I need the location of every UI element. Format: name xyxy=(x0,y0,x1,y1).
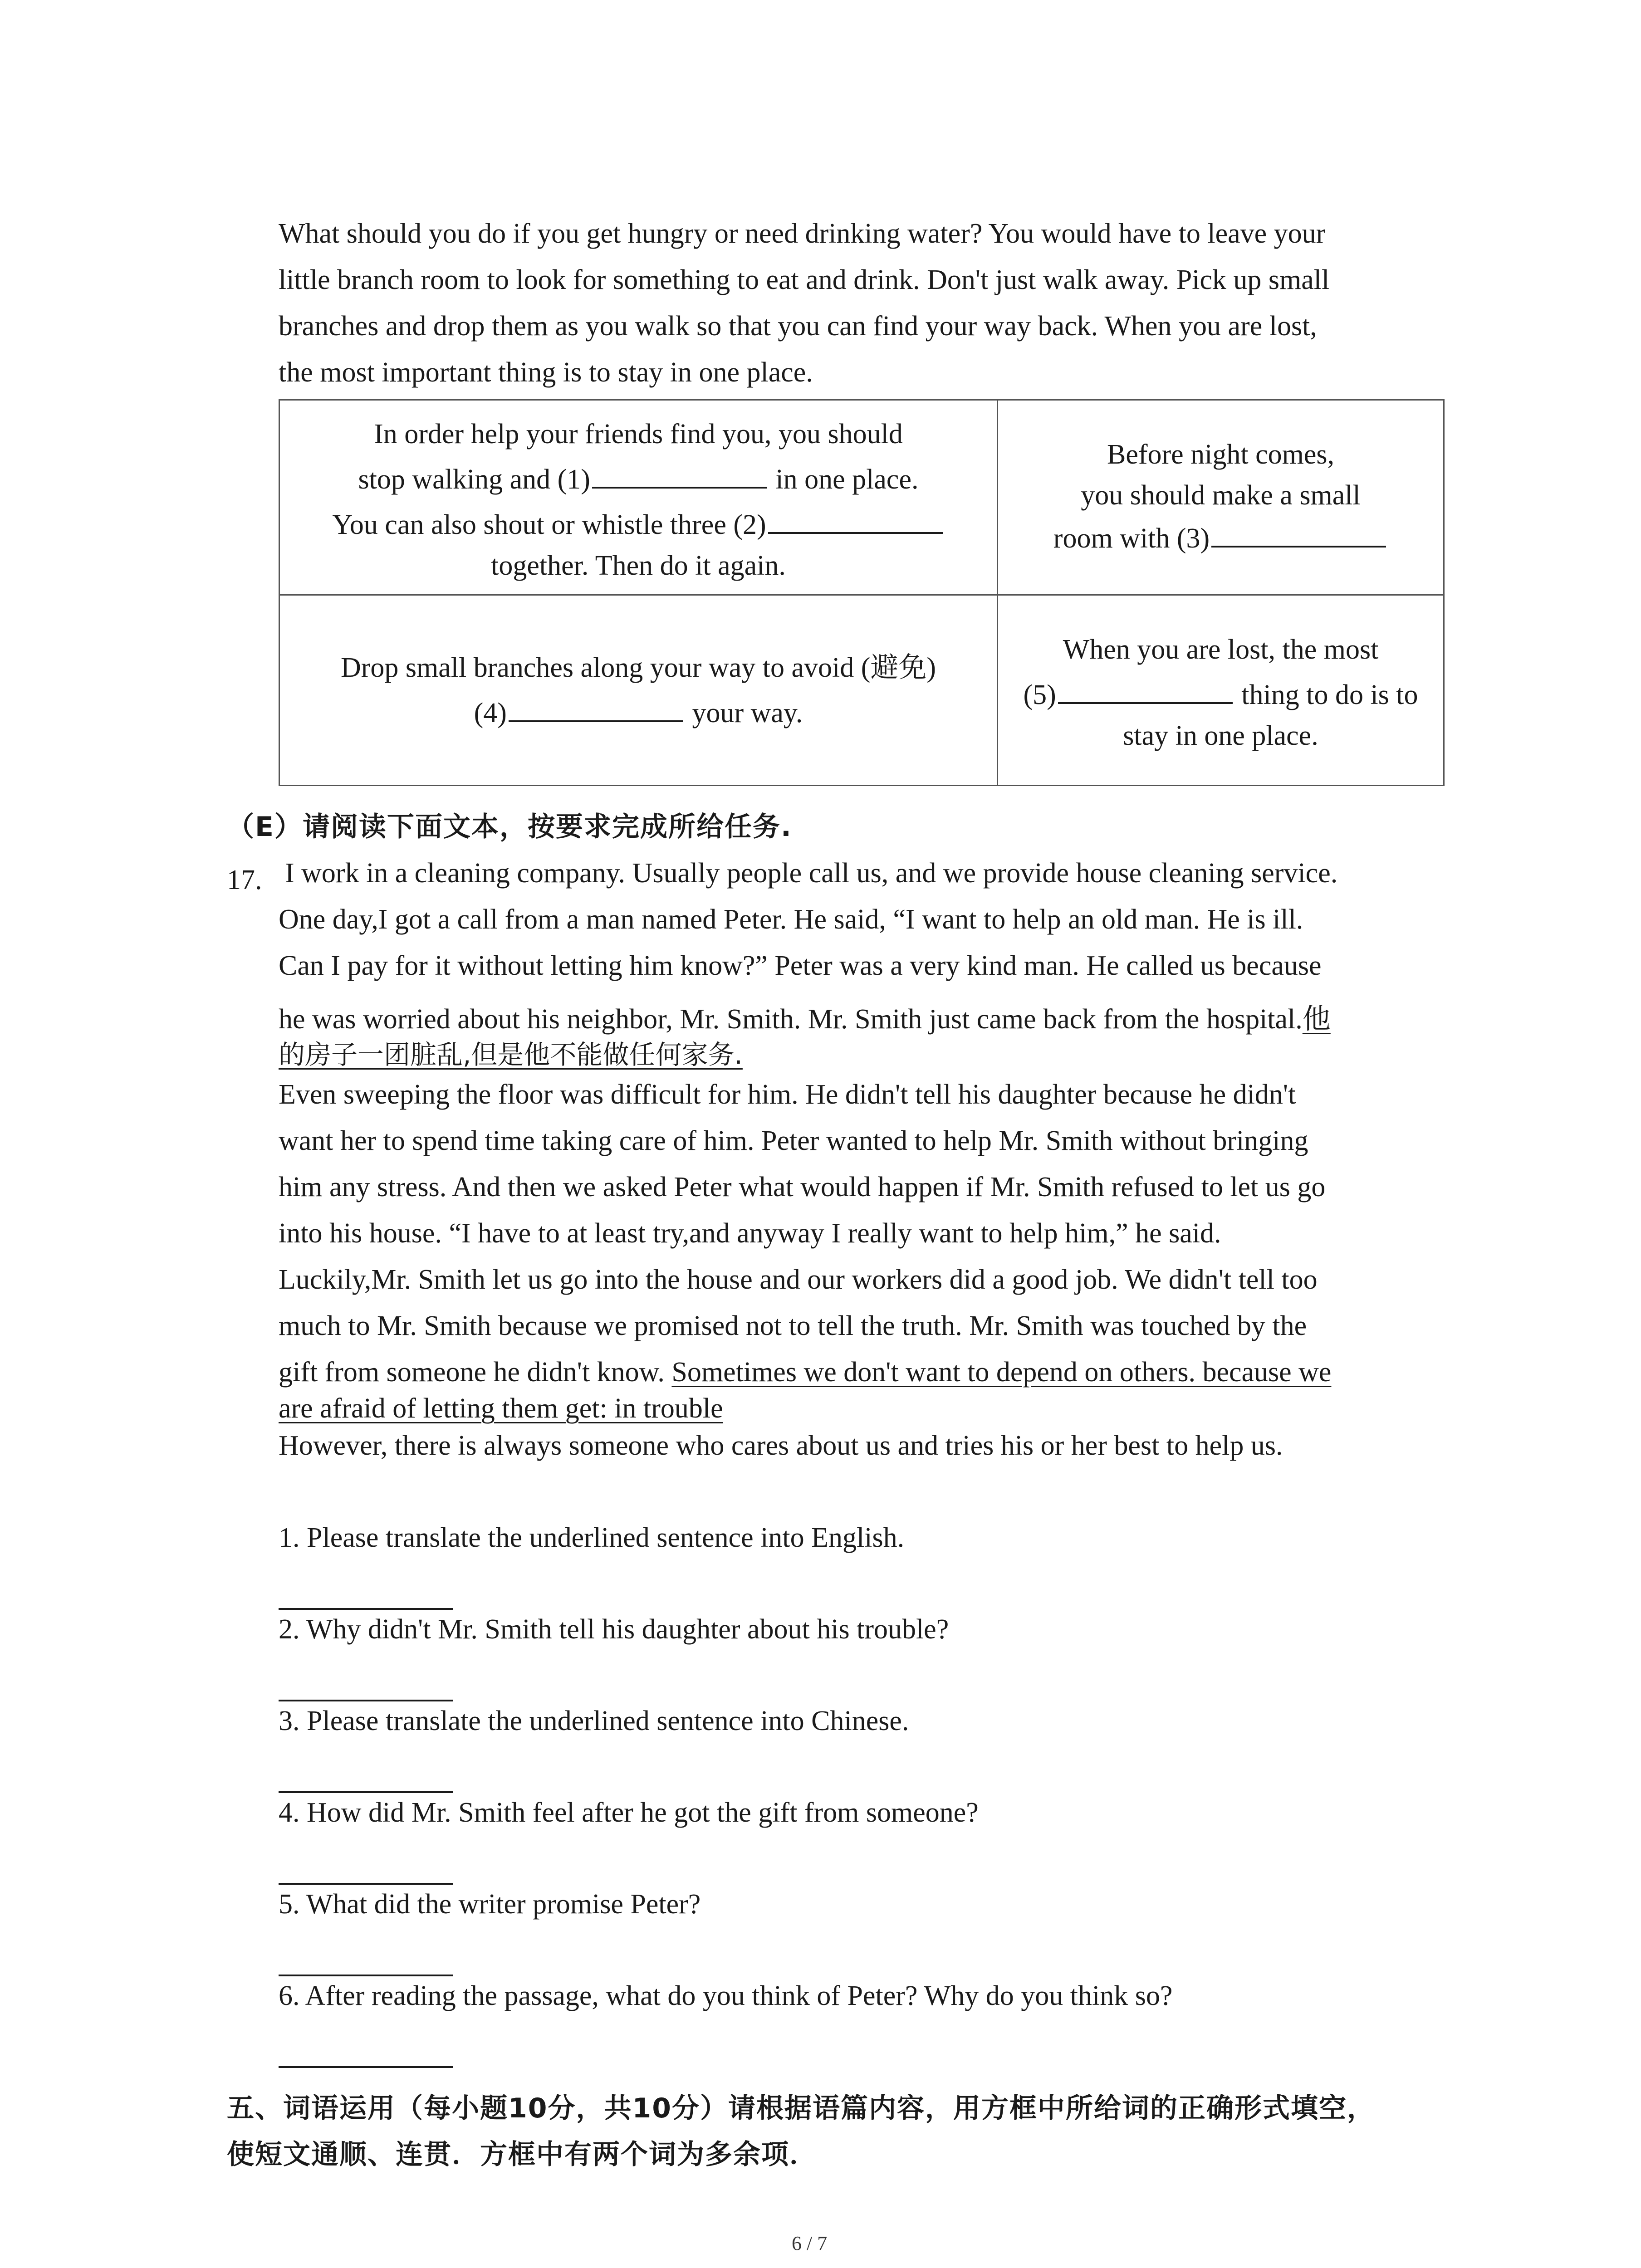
passage-line: Luckily,Mr. Smith let us go into the house and our workers did a good job. We didn't tell too xyxy=(279,1264,1318,1295)
passage-line: However, there is always someone who cares about us and tries his or her best to help us. xyxy=(279,1430,1283,1461)
passage-line: What should you do if you get hungry or need drinking water? You would have to leave your xyxy=(279,218,1326,249)
underlined-chinese-sentence: 他 xyxy=(1302,1002,1331,1035)
question-item: 6. After reading the passage, what do you think of Peter? Why do you think so? xyxy=(279,1980,1173,2011)
table-cell-3: Drop small branches along your way to avoid (避免) (4) your way. xyxy=(279,595,998,786)
table-cell-1: In order help your friends find you, you should stop walking and (1) in one place. You can also shout or whistle three (2) together. Then do it again. xyxy=(279,400,998,595)
passage-line: he was worried about his neighbor, Mr. Smith. Mr. Smith just came back from the hospital.他 xyxy=(279,1002,1331,1035)
passage-line: I work in a cleaning company. Usually people call us, and we provide house cleaning service. xyxy=(285,858,1338,889)
question-item: 2. Why didn't Mr. Smith tell his daughter about his trouble? xyxy=(279,1614,949,1645)
passage-line: much to Mr. Smith because we promised not to tell the truth. Mr. Smith was touched by the xyxy=(279,1310,1307,1341)
answer-line[interactable] xyxy=(279,1975,453,1976)
question-number: 17. xyxy=(227,865,262,895)
passage-line: Can I pay for it without letting him know?” Peter was a very kind man. He called us because xyxy=(279,950,1322,981)
blank-3[interactable] xyxy=(1211,523,1386,547)
answer-line[interactable] xyxy=(279,1608,453,1610)
passage-line: gift from someone he didn't know. Sometimes we don't want to depend on others. because we xyxy=(279,1357,1332,1388)
underlined-english-sentence: Sometimes we don't want to depend on others. because we xyxy=(671,1357,1332,1388)
answer-line[interactable] xyxy=(279,1883,453,1885)
summary-table xyxy=(279,399,1445,786)
passage-line: little branch room to look for something to eat and drink. Don't just walk away. Pick up small xyxy=(279,264,1330,295)
blank-2[interactable] xyxy=(768,509,943,534)
answer-line[interactable] xyxy=(279,1700,453,1701)
table-cell-4: When you are lost, the most (5) thing to do is to stay in one place. xyxy=(998,595,1444,786)
blank-5[interactable] xyxy=(1058,679,1233,704)
answer-line[interactable] xyxy=(279,1791,453,1793)
page-number: 6 / 7 xyxy=(792,2232,828,2254)
table-cell-2: Before night comes, you should make a small room with (3) xyxy=(998,400,1444,595)
passage-line: One day,I got a call from a man named Peter. He said, “I want to help an old man. He is ill. xyxy=(279,904,1303,935)
answer-line[interactable] xyxy=(279,2066,453,2068)
section-5-heading-line1: 五、词语运用（每小题10分，共10分）请根据语篇内容，用方框中所给词的正确形式填空， xyxy=(227,2092,1375,2124)
question-item: 5. What did the writer promise Peter? xyxy=(279,1889,701,1920)
question-item: 1. Please translate the underlined sentence into English. xyxy=(279,1522,905,1553)
underlined-chinese-sentence: 的房子一团脏乱,但是他不能做任何家务. xyxy=(279,1039,743,1070)
underlined-english-sentence: are afraid of letting them get: in trouble xyxy=(279,1393,723,1424)
passage-line: him any stress. And then we asked Peter what would happen if Mr. Smith refused to let us go xyxy=(279,1172,1326,1202)
passage-line: branches and drop them as you walk so that you can find your way back. When you are lost, xyxy=(279,311,1317,342)
passage-line: want her to spend time taking care of him. Peter wanted to help Mr. Smith without bringing xyxy=(279,1125,1308,1156)
blank-4[interactable] xyxy=(509,698,683,722)
passage-line: the most important thing is to stay in one place. xyxy=(279,357,813,388)
question-item: 3. Please translate the underlined sentence into Chinese. xyxy=(279,1706,909,1736)
passage-line: Even sweeping the floor was difficult for him. He didn't tell his daughter because he didn't xyxy=(279,1079,1296,1110)
section-5-heading-line2: 使短文通顺、连贯．方框中有两个词为多余项． xyxy=(227,2139,818,2170)
passage-line: into his house. “I have to at least try,and anyway I really want to help him,” he said. xyxy=(279,1218,1221,1249)
section-e-heading: （E）请阅读下面文本，按要求完成所给任务. xyxy=(227,811,792,843)
question-item: 4. How did Mr. Smith feel after he got the gift from someone? xyxy=(279,1797,979,1828)
blank-1[interactable] xyxy=(592,464,767,489)
